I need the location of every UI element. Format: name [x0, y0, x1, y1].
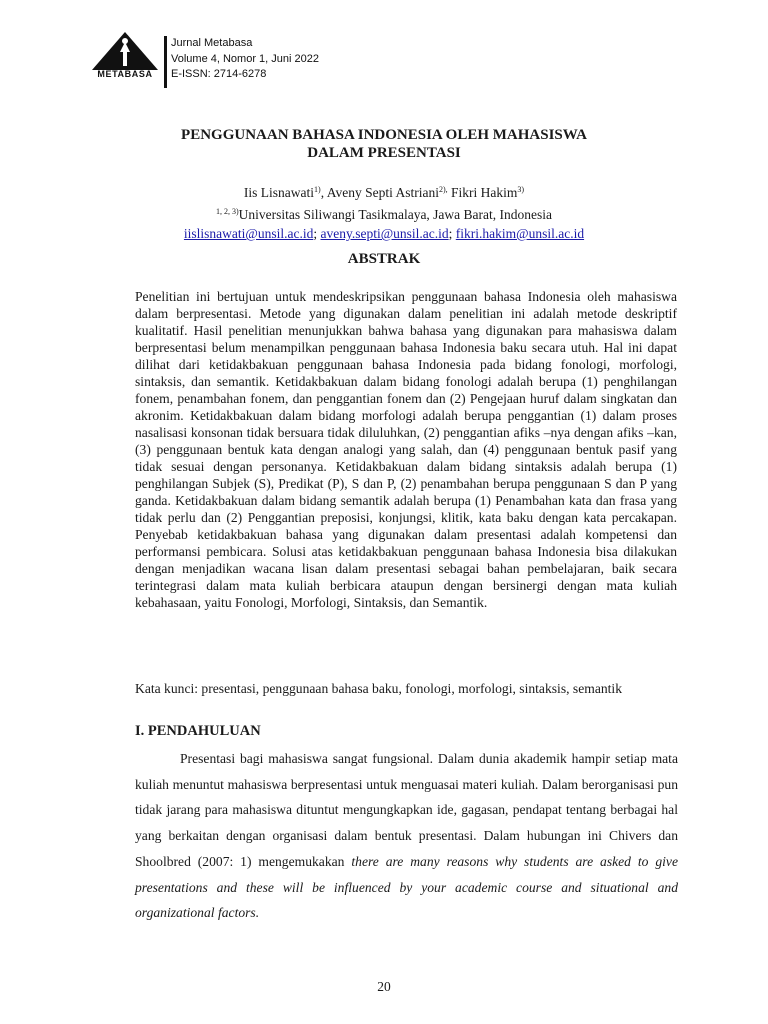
- author-block: [120, 180, 648, 243]
- author-emails: [120, 224, 648, 243]
- email-link-1[interactable]: iislisnawati@unsil.ac.id: [183, 226, 314, 241]
- email-link-3[interactable]: fikri.hakim@unsil.ac.id: [455, 226, 585, 241]
- author-2-name: , Aveny Septi Astriani: [320, 185, 439, 200]
- affiliation-marker: 1, 2, 3): [215, 207, 239, 216]
- email-link-2[interactable]: aveny.septi@unsil.ac.id: [320, 226, 449, 241]
- page-number: 20: [377, 979, 391, 994]
- author-1-marker: 1): [314, 185, 321, 194]
- metabasa-logo-icon: [90, 30, 162, 72]
- journal-name: Jurnal Metabasa: [171, 37, 253, 49]
- abstract-heading: ABSTRAK: [347, 251, 421, 267]
- title-line-1: PENGGUNAAN BAHASA INDONESIA OLEH MAHASISWA: [181, 127, 587, 143]
- intro-text: Presentasi bagi mahasiswa sangat fungsional. Dalam dunia akademik hampir setiap mata kuliah menuntut mahasiswa berpresentasi untuk menguasai materi kuliah. Dalam berorganisasi pun tidak jarang para mahasiswa dituntut mengungkapkan ide, gagasan, pendapat tentang berbagai hal yang berkaitan dengan organisasi dalam bentuk presentasi. Dalam hubungan ini Chivers dan Shoolbred (2007: 1) mengemukakan: [135, 751, 678, 869]
- email-separator: ;: [448, 226, 456, 241]
- keywords: Kata kunci: presentasi, penggunaan bahasa baku, fonologi, morfologi, sintaksis, semantik: [135, 681, 622, 696]
- journal-header: [90, 30, 390, 92]
- intro-quote: there are many reasons why students are asked to give presentations and these will be influenced by your academic course and situational and organizational factors.: [135, 853, 678, 921]
- email-separator: ;: [313, 226, 321, 241]
- author-affiliation: [120, 202, 648, 224]
- logo-wordmark: METABASA: [97, 69, 153, 79]
- section-heading: I. PENDAHULUAN: [135, 723, 261, 739]
- article-title: [120, 126, 648, 162]
- author-names: [120, 180, 648, 202]
- abstract-body: Penelitian ini bertujuan untuk mendeskripsikan penggunaan bahasa Indonesia oleh mahasiswa dalam berpresentasi. Metode yang digunakan dalam penelitian ini adalah metode deskriptif kualitatif. Hasil penelitian menunjukkan bahwa bahasa yang digunakan para mahasiswa dalam berpresentasi belum menampilkan penggunaan bahasa Indonesia baku secara utuh. Hal ini dapat dilihat dari ketidakbakuan penggunaan bahasa Indonesia pada bidang fonologi, morfologi, sintaksis, dan semantik. Ketidakbakuan dalam bidang fonologi adalah berupa (1) penghilangan fonem, penambahan fonem, dan penggantian fonem dan (2) Pengejaan huruf dalam singkatan dan akronim. Ketidakbakuan dalam bidang morfologi adalah berupa penggantian (1) dalam proses nasalisasi konsonan tidak bersuara tidak diluluhkan, (2) penggantian afiks –nya dengan afiks –kan, (3) penggunaan bentuk kata dengan analogi yang salah, dan (4) penggunaan bentuk pasif yang tidak sesuai dengan personanya. Ketidakbakuan dalam bidang sintaksis adalah berupa (1) penghilangan Subjek (S), Predikat (P), S dan P, (2) penambahan berupa penggunaan S dan P yang ganda. Ketidakbakuan dalam bidang semantik adalah berupa (1) Penambahan kata dan frasa yang tidak perlu dan (2) Penggantian preposisi, konjungsi, klitik, kata baku dengan kata percakapan. Penyebab ketidakbakuan bahasa yang digunakan dalam presentasi adalah kompetensi dan performansi pembicara. Solusi atas ketidakbakuan penggunaan bahasa Indonesia bisa dilakukan dengan menjadikan wacana lisan dalam presentasi sebagai bahan pembelajaran, baik secara terintegrasi dalam mata kuliah berbicara ataupun dengan bersinergi dengan mata kuliah kebahasaan, yaitu Fonologi, Morfologi, Sintaksis, dan Semantik.: [135, 289, 677, 610]
- journal-logo: [90, 30, 162, 92]
- author-1-name: Iis Lisnawati: [243, 185, 315, 200]
- author-2-marker: 2),: [438, 185, 448, 194]
- introduction-paragraph: [135, 746, 678, 926]
- author-3-name: Fikri Hakim: [447, 185, 518, 200]
- author-3-marker: 3): [517, 185, 525, 194]
- affiliation-text: Universitas Siliwangi Tasikmalaya, Jawa Barat, Indonesia: [238, 207, 553, 222]
- header-divider: [164, 36, 167, 88]
- title-line-2: DALAM PRESENTASI: [307, 145, 461, 161]
- journal-info: [171, 36, 319, 83]
- journal-volume: Volume 4, Nomor 1, Juni 2022: [171, 52, 319, 65]
- journal-issn: E-ISSN: 2714-6278: [171, 68, 267, 80]
